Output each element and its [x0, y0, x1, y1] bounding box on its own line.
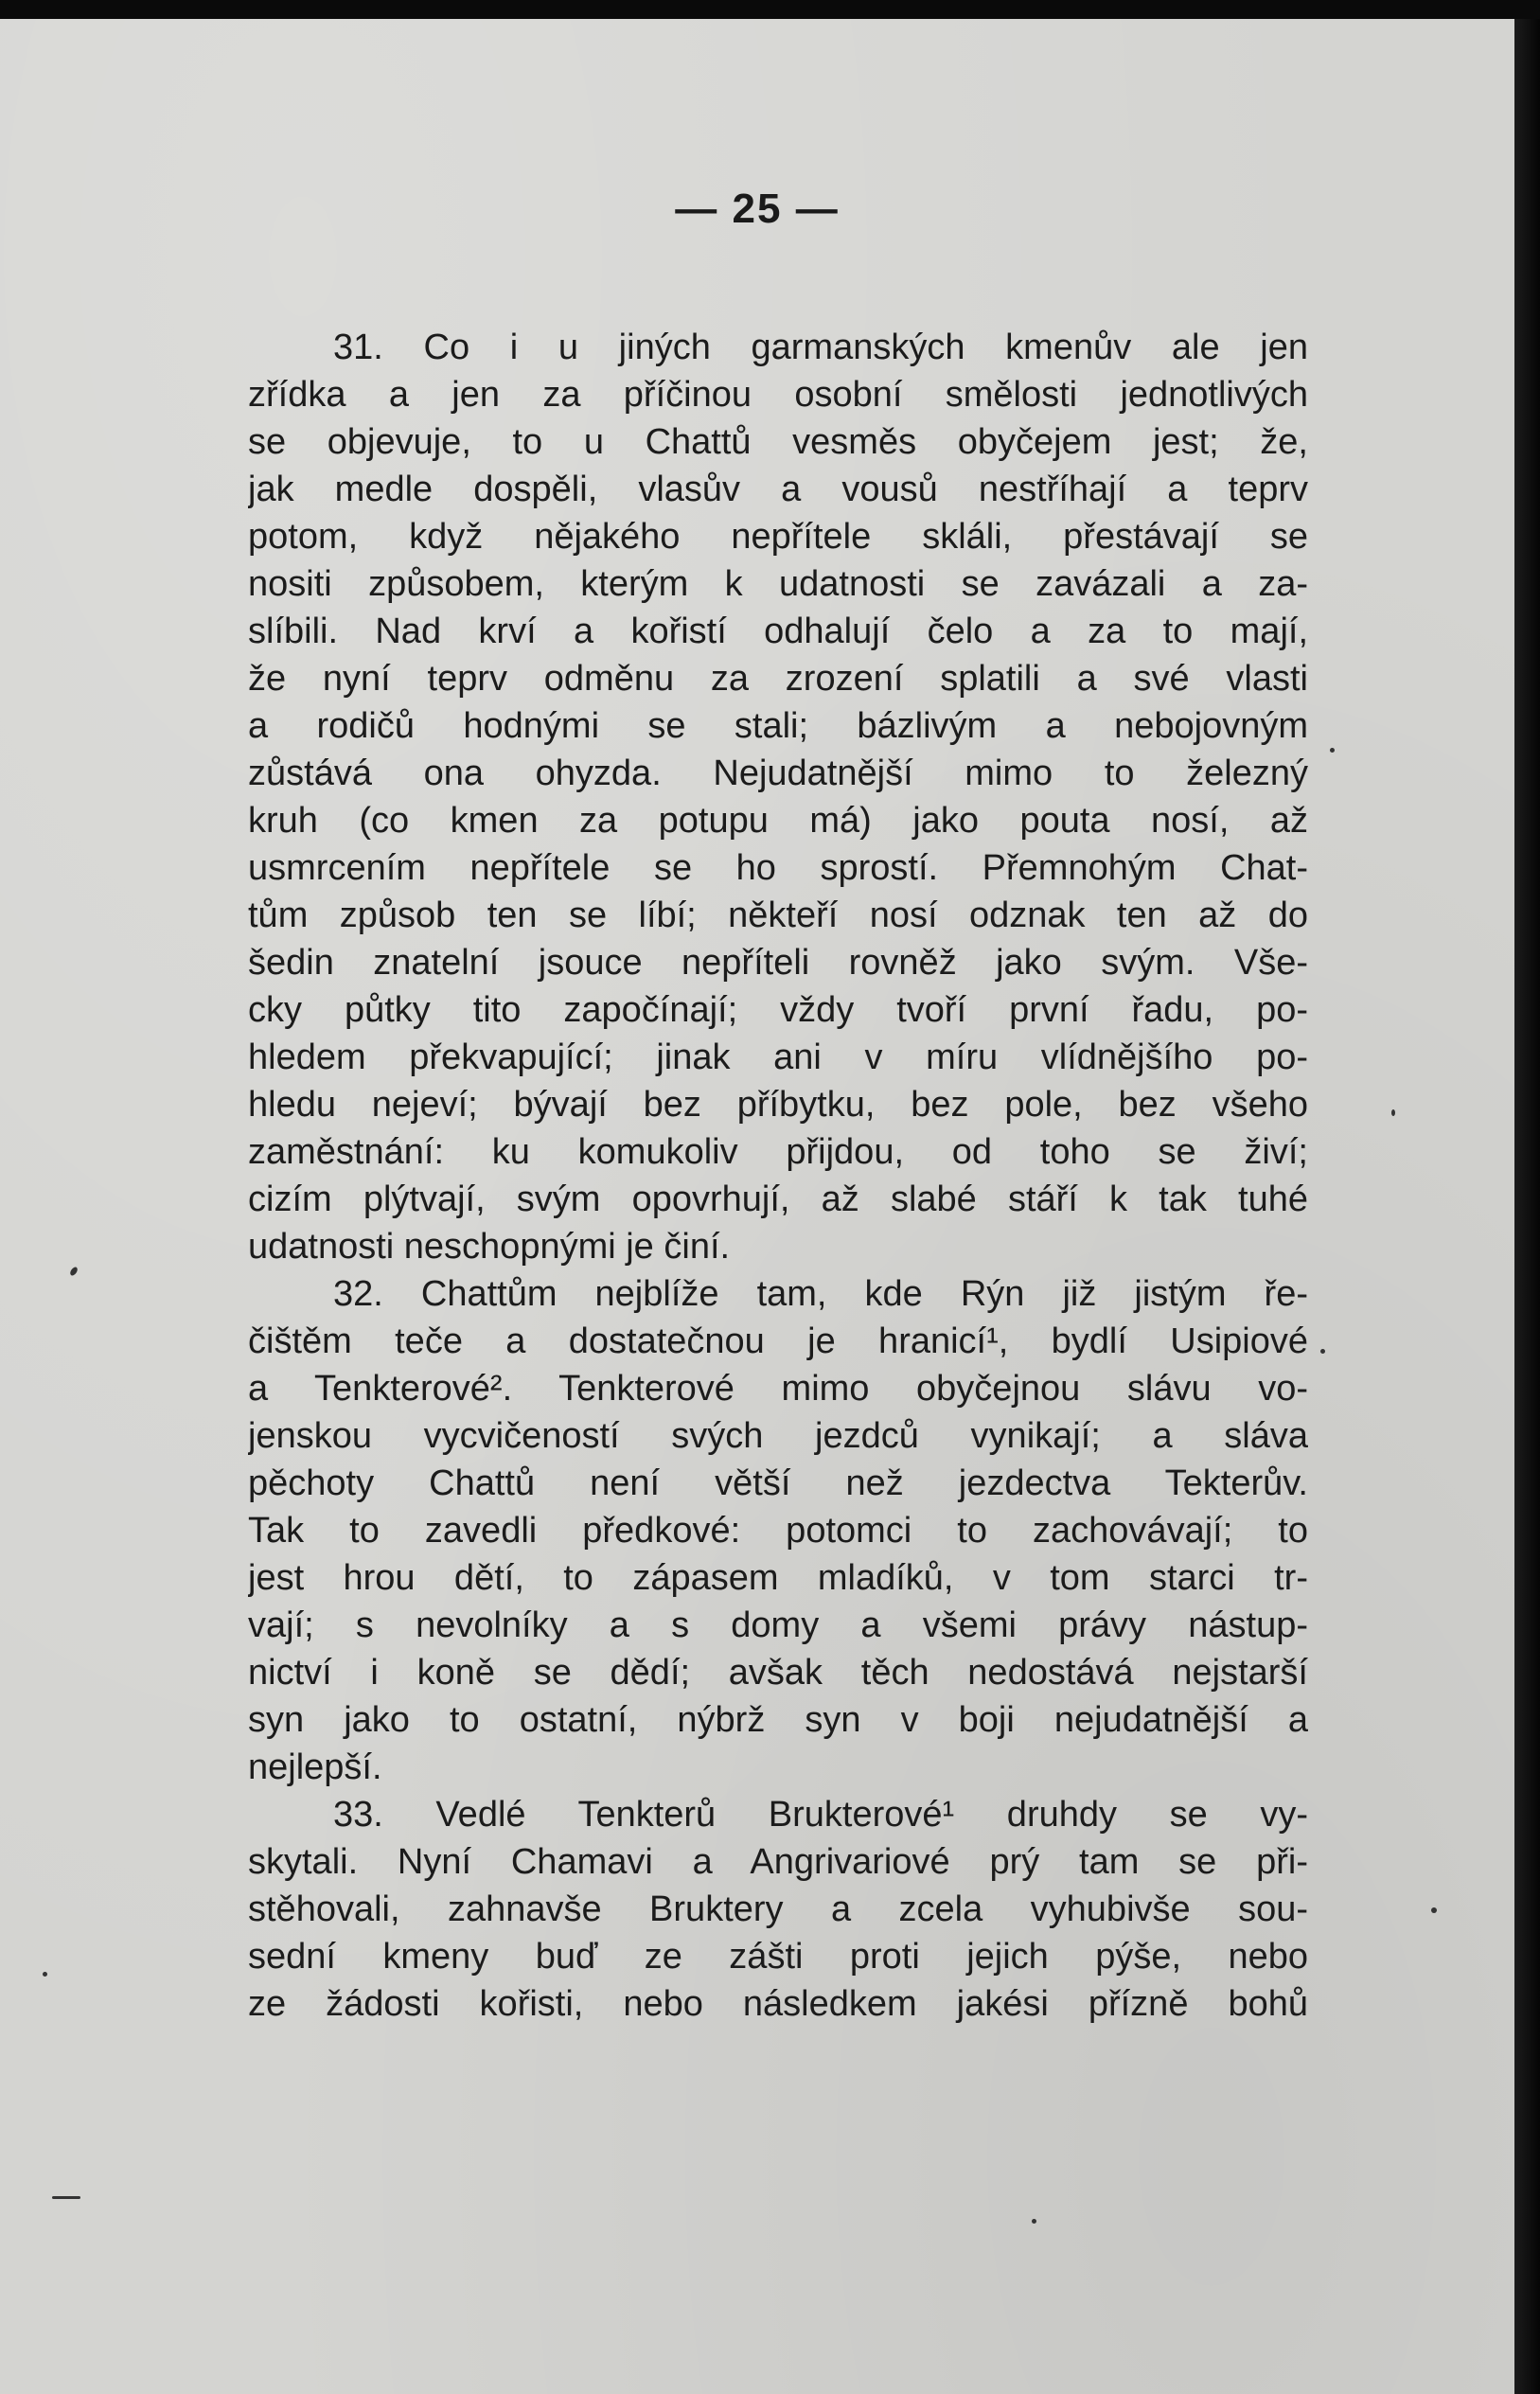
text-line: zaměstnání: ku komukoliv přijdou, od toho se živí;	[248, 1132, 1308, 1172]
body-text	[248, 324, 1308, 2028]
text-line: zřídka a jen za příčinou osobní smělosti jednotlivých	[248, 375, 1308, 415]
text-line: jest hrou dětí, to zápasem mladíků, v tom starci tr-	[248, 1558, 1308, 1598]
text-line: čištěm teče a dostatečnou je hranicí¹, bydlí Usipiové	[248, 1321, 1308, 1361]
scan-speck	[1431, 1907, 1437, 1913]
text-line: a rodičů hodnými se stali; bázlivým a nebojovným	[248, 706, 1308, 746]
book-page	[0, 19, 1514, 2394]
text-line: hledu nejeví; bývají bez příbytku, bez pole, bez všeho	[248, 1085, 1308, 1125]
text-line: udatnosti neschopnými je činí.	[248, 1227, 731, 1267]
scan-speck	[1330, 748, 1335, 753]
text-line: vají; s nevolníky a s domy a všemi právy nástup-	[248, 1605, 1308, 1645]
text-line: nictví i koně se dědí; avšak těch nedostává nejstarší	[248, 1653, 1308, 1693]
text-line: nositi způsobem, kterým k udatnosti se zavázali a za-	[248, 564, 1308, 604]
text-line: 33. Vedlé Tenkterů Brukterové¹ druhdy se vy-	[333, 1795, 1308, 1835]
text-line: a Tenkterové². Tenkterové mimo obyčejnou slávu vo-	[248, 1369, 1308, 1409]
text-line: šedin znatelní jsouce nepříteli rovněž jako svým. Vše-	[248, 943, 1308, 983]
scan-speck	[1320, 1349, 1325, 1354]
scan-speck	[1391, 1109, 1395, 1116]
text-line: Tak to zavedli předkové: potomci to zachovávají; to	[248, 1511, 1308, 1551]
page-number: — 25 —	[675, 186, 840, 232]
scan-top-edge	[0, 0, 1540, 19]
text-line: sední kmeny buď ze zášti proti jejich pýše, nebo	[248, 1937, 1308, 1977]
text-line: stěhovali, zahnavše Bruktery a zcela vyhubivše sou-	[248, 1889, 1308, 1929]
text-line: usmrcením nepřítele se ho sprostí. Přemnohým Chat-	[248, 848, 1308, 888]
text-line: cky půtky tito započínají; vždy tvoří první řadu, po-	[248, 990, 1308, 1030]
scan-right-edge	[1514, 19, 1540, 2394]
text-line: ze žádosti kořisti, nebo následkem jakési přízně bohů	[248, 1984, 1308, 2024]
scan-speck	[1032, 2219, 1036, 2224]
text-line: syn jako to ostatní, nýbrž syn v boji nejudatnější a	[248, 1700, 1308, 1740]
text-line: slíbili. Nad krví a kořistí odhalují čelo a za to mají,	[248, 612, 1308, 651]
text-line: cizím plýtvají, svým opovrhují, až slabé stáří k tak tuhé	[248, 1179, 1308, 1219]
text-line: 32. Chattům nejblíže tam, kde Rýn již jistým ře-	[333, 1274, 1308, 1314]
scan-speck	[43, 1972, 47, 1977]
text-line: tům způsob ten se líbí; někteří nosí odznak ten až do	[248, 896, 1308, 935]
text-line: nejlepší.	[248, 1747, 382, 1787]
text-line: potom, když nějakého nepřítele skláli, přestávají se	[248, 517, 1308, 557]
text-line: hledem překvapující; jinak ani v míru vlídnějšího po-	[248, 1037, 1308, 1077]
scan-speck	[69, 1266, 80, 1277]
text-line: kruh (co kmen za potupu má) jako pouta nosí, až	[248, 801, 1308, 841]
text-line: se objevuje, to u Chattů vesměs obyčejem jest; že,	[248, 422, 1308, 462]
text-line: 31. Co i u jiných garmanských kmenův ale jen	[333, 328, 1308, 367]
text-line: zůstává ona ohyzda. Nejudatnější mimo to železný	[248, 754, 1308, 793]
text-line: jak medle dospěli, vlasův a vousů nestříhají a teprv	[248, 470, 1308, 509]
text-line: pěchoty Chattů není větší než jezdectva Tekterův.	[248, 1463, 1308, 1503]
text-line: jenskou vycvičeností svých jezdců vynikají; a sláva	[248, 1416, 1308, 1456]
text-line: skytali. Nyní Chamavi a Angrivariové prý tam se při-	[248, 1842, 1308, 1882]
scan-speck	[52, 2196, 80, 2199]
text-line: že nyní teprv odměnu za zrození splatili a své vlasti	[248, 659, 1308, 699]
